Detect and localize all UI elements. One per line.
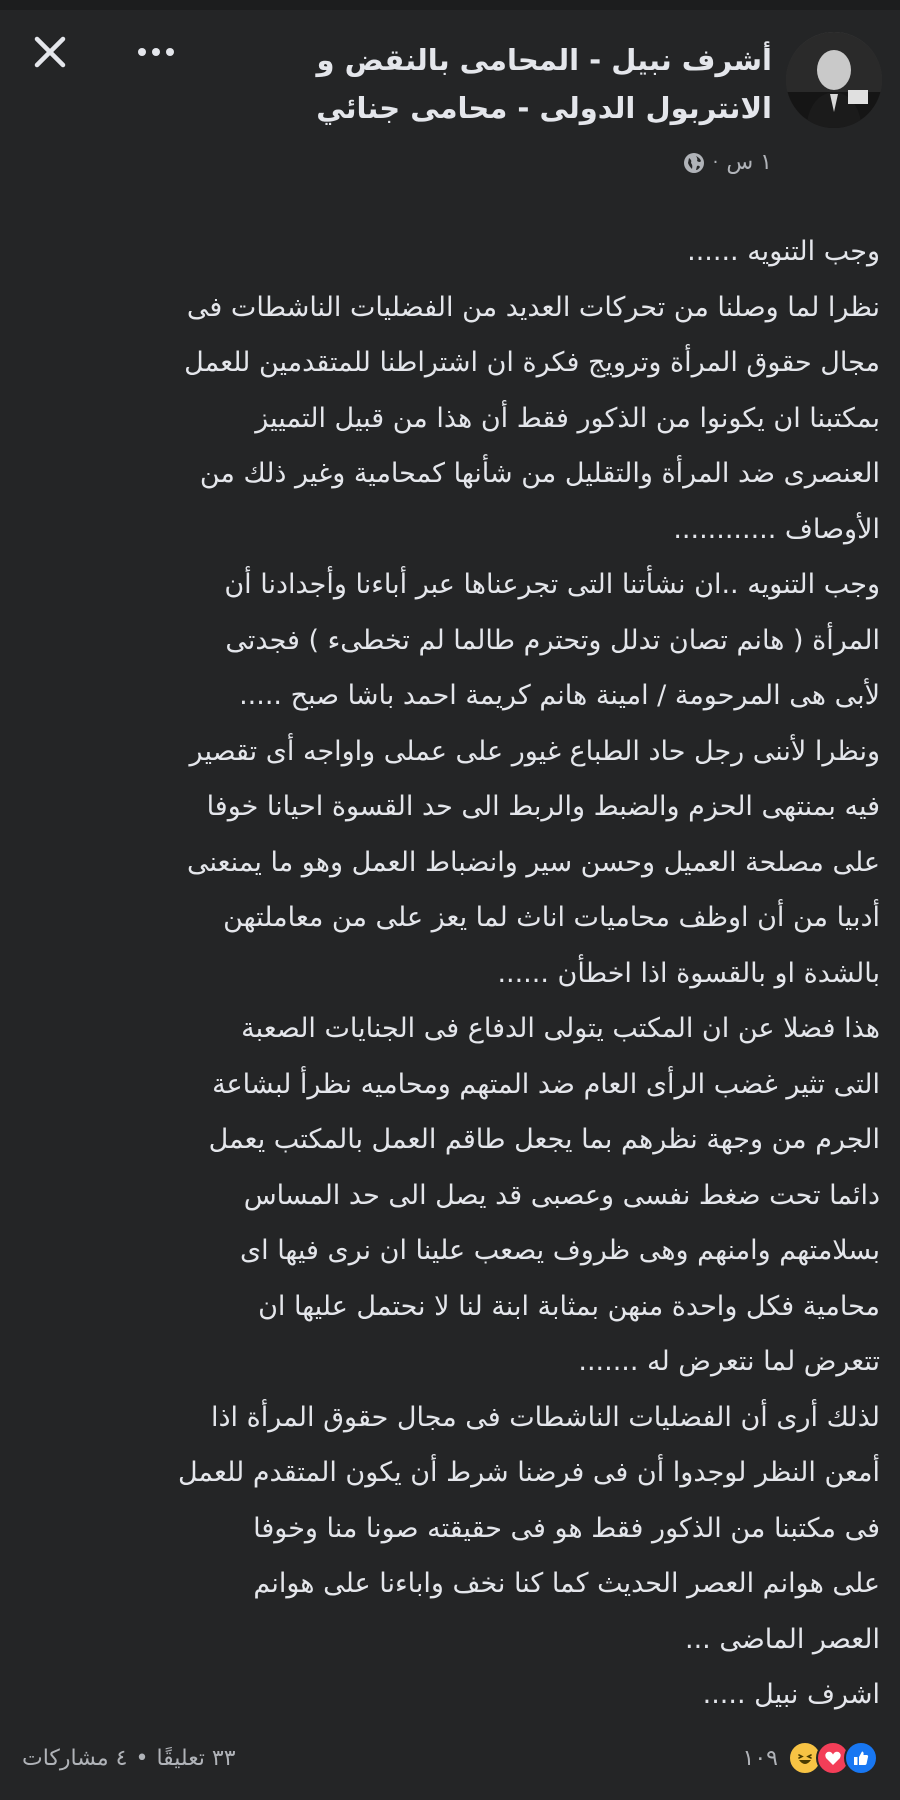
author-name-line1: أشرف نبيل - المحامى بالنقض و: [316, 43, 772, 77]
post-header: [18, 22, 882, 192]
post-line: فى مكتبنا من الذكور فقط هو فى حقيقته صونا منا وخوفا: [253, 1512, 880, 1544]
post-line: العصر الماضى ...: [685, 1623, 880, 1655]
engagement-counts: [22, 1746, 236, 1771]
post-line: بسلامتهم وامنهم وهى ظروف يصعب علينا ان نرى فيها اى: [239, 1235, 880, 1266]
post-line: هذا فضلا عن ان المكتب يتولى الدفاع فى الجنايات الصعبة: [241, 1013, 880, 1044]
post-line: وجب التنويه ......: [687, 236, 880, 267]
globe-icon: [683, 152, 705, 174]
post-line: دائما تحت ضغط نفسى وعصبى قد يصل الى حد المساس: [243, 1179, 880, 1211]
post-line: الأوصاف ............: [673, 513, 880, 545]
reaction-icons: [788, 1741, 878, 1775]
post-line: محامية فكل واحدة منهن بمثابة ابنة لنا لا نحتمل عليها ان: [258, 1290, 880, 1322]
post-line: لذلك أرى أن الفضليات الناشطات فى مجال حقوق المرأة اذا: [211, 1401, 880, 1433]
post-line: لأبى هى المرحومة / امينة هانم كريمة احمد باشا صبح .....: [239, 680, 880, 711]
post-line: العنصرى ضد المرأة والتقليل من شأنها كمحامية وغير ذلك من: [199, 458, 880, 489]
post-line: على هوانم العصر الحديث كما كنا نخف واباءنا على هوانم: [253, 1568, 880, 1599]
more-icon: [136, 46, 176, 58]
post-text: [20, 224, 880, 1723]
post-line: أدبيا من أن اوظف محاميات اناث لما يعز على من معاملتهن: [223, 902, 880, 933]
author-name[interactable]: [212, 36, 772, 132]
post-meta: [683, 150, 772, 175]
meta-separator: ·: [712, 152, 719, 173]
post-line: اشرف نبيل .....: [702, 1679, 880, 1710]
post-line: أمعن النظر لوجدوا أن فى فرضنا شرط أن يكون المتقدم للعمل: [177, 1457, 880, 1488]
post-line: ونظرا لأننى رجل حاد الطباع غيور على عملى واواجه أى تقصير: [189, 735, 880, 767]
post-line: وجب التنويه ..ان نشأتنا التى تجرعناها عبر أباءنا وأجدادنا أن: [224, 569, 880, 600]
author-name-line2: الانتربول الدولى - محامى جنائي: [316, 91, 772, 125]
post-line: على مصلحة العميل وحسن سير وانضباط العمل وهو ما يمنعنى: [187, 846, 880, 878]
more-options-button[interactable]: [126, 30, 186, 74]
close-button[interactable]: [28, 30, 72, 74]
post-line: فيه بمنتهى الحزم والضبط والربط الى حد القسوة احيانا خوفا: [206, 791, 880, 822]
post-line: بمكتبنا ان يكونوا من الذكور فقط أن هذا من قبيل التمييز: [255, 402, 880, 434]
post-line: بالشدة او بالقسوة اذا اخطأن ......: [497, 957, 880, 989]
avatar[interactable]: [786, 32, 882, 128]
reactions-summary[interactable]: [743, 1741, 878, 1775]
status-bar: [0, 0, 900, 10]
post-line: مجال حقوق المرأة وترويج فكرة ان اشتراطنا للمتقدمين للعمل: [184, 347, 880, 378]
shares-count[interactable]: ٤ مشاركات: [22, 1745, 128, 1771]
post-line: تتعرض لما نتعرض له .......: [578, 1346, 880, 1377]
post-time[interactable]: ١ س: [726, 150, 772, 175]
post-footer: [22, 1735, 878, 1781]
post-line: نظرا لما وصلنا من تحركات العديد من الفضليات الناشطات فى: [186, 291, 880, 323]
like-icon: [844, 1741, 878, 1775]
post-line: المرأة ( هانم تصان تدلل وتحترم طالما لم تخطىء ) فجدتى: [225, 624, 880, 656]
counts-separator: •: [135, 1745, 149, 1771]
post-line: التى تثير غضب الرأى العام ضد المتهم ومحاميه نظرأ لبشاعة: [212, 1068, 880, 1100]
reaction-count: ١٠٩: [742, 1745, 778, 1771]
close-icon: [33, 35, 67, 69]
comments-count[interactable]: ٣٣ تعليقًا: [156, 1745, 236, 1771]
post-line: الجرم من وجهة نظرهم بما يجعل طاقم العمل بالمكتب يعمل: [208, 1124, 880, 1155]
